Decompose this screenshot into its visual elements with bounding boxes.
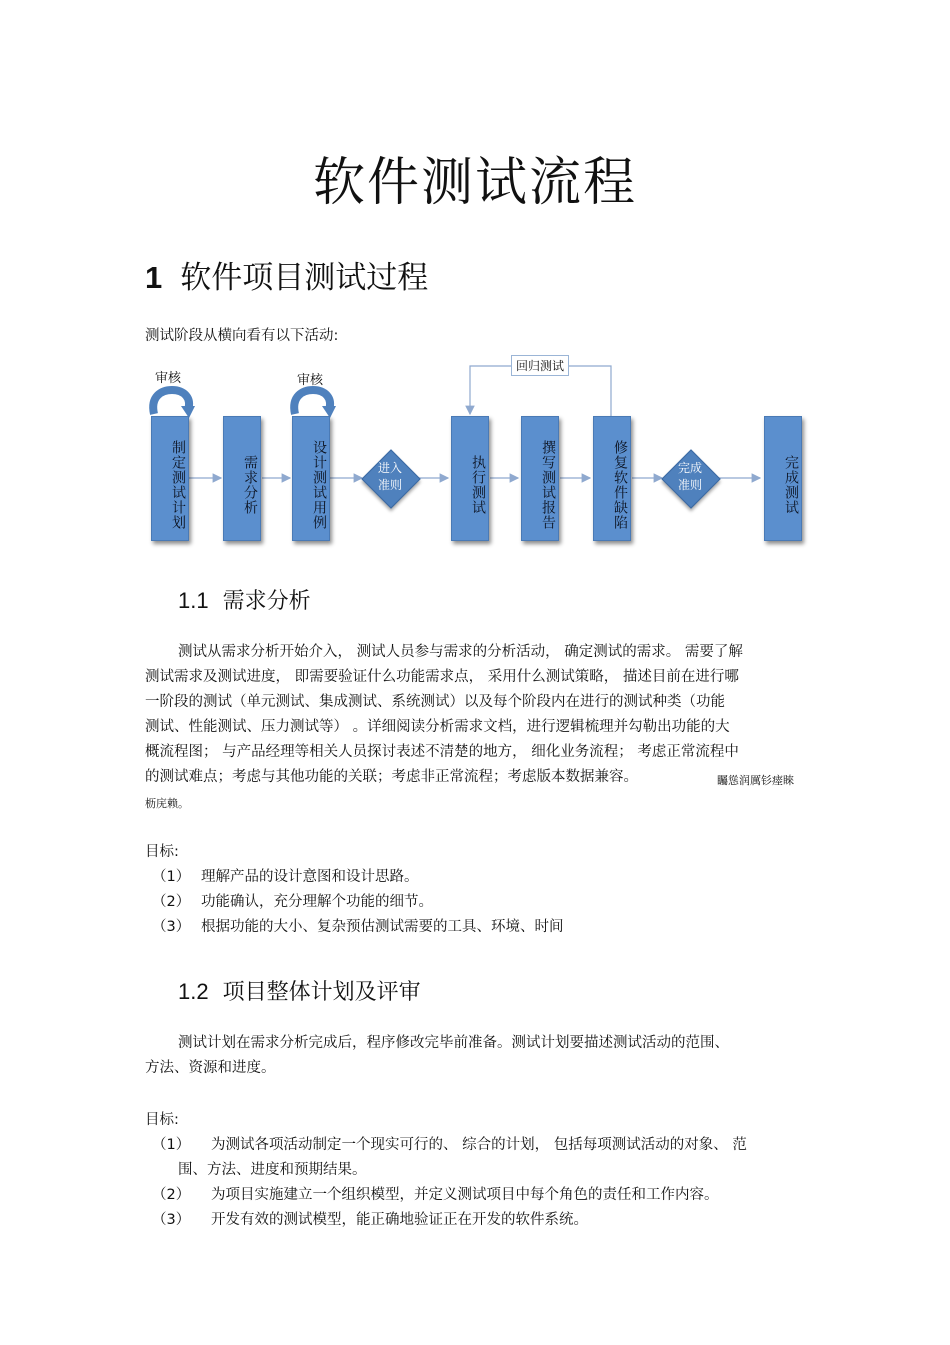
- paragraph-line: 测试计划在需求分析完成后，程序修改完毕前准备。测试计划要描述测试活动的范围、: [178, 1035, 729, 1051]
- entry-criteria-label: [360, 460, 420, 494]
- paragraph-line: 的测试难点；考虑与其他功能的关联；考虑非正常流程；考虑版本数据兼容。: [145, 769, 638, 785]
- regression-test-label: 回归测试: [511, 355, 569, 376]
- goal-text: 为项目实施建立一个组织模型，并定义测试项目中每个角色的责任和工作内容。: [211, 1187, 719, 1203]
- step-test-plan: 制定测试计划: [151, 416, 189, 541]
- step-write-report: 撰写测试报告: [521, 416, 559, 541]
- paragraph-line: 测试需求及测试进度， 即需要验证什么功能需求点， 采用什么测试策略， 描述目前在进行哪: [145, 669, 739, 685]
- review-loop-icon-1: [153, 390, 195, 418]
- document-title: 软件测试流程: [312, 153, 637, 213]
- section-title: 需求分析: [222, 589, 311, 614]
- goal-text: 为测试各项活动制定一个现实可行的、 综合的计划， 包括每项测试活动的对象、 范: [211, 1137, 747, 1153]
- flow-intro: 测试阶段从横向看有以下活动:: [145, 328, 339, 344]
- section-title: 项目整体计划及评审: [222, 980, 421, 1005]
- goal-text-continued: 围、方法、进度和预期结果。: [178, 1162, 367, 1178]
- goals-label: 目标:: [145, 1112, 179, 1128]
- step-requirements-analysis: 需求分析: [223, 416, 261, 541]
- goal-number: （1）: [152, 869, 191, 885]
- section-number: 1.2: [178, 979, 209, 1004]
- goal-text: 功能确认，充分理解个功能的细节。: [201, 894, 433, 910]
- gate-text-line: 准则: [677, 478, 702, 492]
- step-execute-tests: 执行测试: [451, 416, 489, 541]
- goal-text: 开发有效的测试模型，能正确地验证正在开发的软件系统。: [211, 1212, 588, 1228]
- review-label-1: 审核: [155, 371, 182, 386]
- paragraph-line: 概流程图； 与产品经理等相关人员探讨表述不清楚的地方， 细化业务流程； 考虑正常流程中: [145, 744, 739, 760]
- review-label-2: 审核: [297, 373, 324, 388]
- paragraph-line: 测试、性能测试、压力测试等） 。详细阅读分析需求文档，进行逻辑梳理并勾勒出功能的大: [145, 719, 730, 735]
- gate-text-line: 准则: [377, 478, 402, 492]
- garbled-text: 矚慫润厲钐瘗睞: [717, 774, 794, 787]
- goal-number: （1）: [152, 1137, 191, 1153]
- garbled-text: 枥庑赖。: [145, 797, 189, 810]
- paragraph-line: 测试从需求分析开始介入， 测试人员参与需求的分析活动， 确定测试的需求。 需要了解: [178, 644, 743, 660]
- goal-number: （2）: [152, 894, 191, 910]
- goal-text: 理解产品的设计意图和设计思路。: [201, 869, 419, 885]
- goal-number: （2）: [152, 1187, 191, 1203]
- section-number: 1: [145, 260, 163, 295]
- goal-number: （3）: [152, 919, 191, 935]
- paragraph-line: 方法、资源和进度。: [145, 1060, 276, 1076]
- step-design-test-cases: 设计测试用例: [292, 416, 330, 541]
- section-number: 1.1: [178, 588, 209, 613]
- step-complete-testing: 完成测试: [764, 416, 802, 541]
- exit-criteria-label: [660, 460, 720, 494]
- section-1-1-heading: [178, 584, 311, 615]
- gate-text-line: 完成: [677, 461, 702, 475]
- goal-text: 根据功能的大小、复杂预估测试需要的工具、环境、时间: [201, 919, 564, 935]
- paragraph-line: 一阶段的测试（单元测试、集成测试、系统测试）以及每个阶段内在进行的测试种类（功能: [145, 694, 725, 710]
- step-fix-defects: 修复软件缺陷: [593, 416, 631, 541]
- goals-label: 目标:: [145, 844, 179, 860]
- section-title: 软件项目测试过程: [180, 260, 429, 296]
- review-loop-icon-2: [294, 390, 336, 418]
- gate-text-line: 进入: [377, 461, 402, 475]
- section-1-2-heading: [178, 975, 421, 1006]
- goal-number: （3）: [152, 1212, 191, 1228]
